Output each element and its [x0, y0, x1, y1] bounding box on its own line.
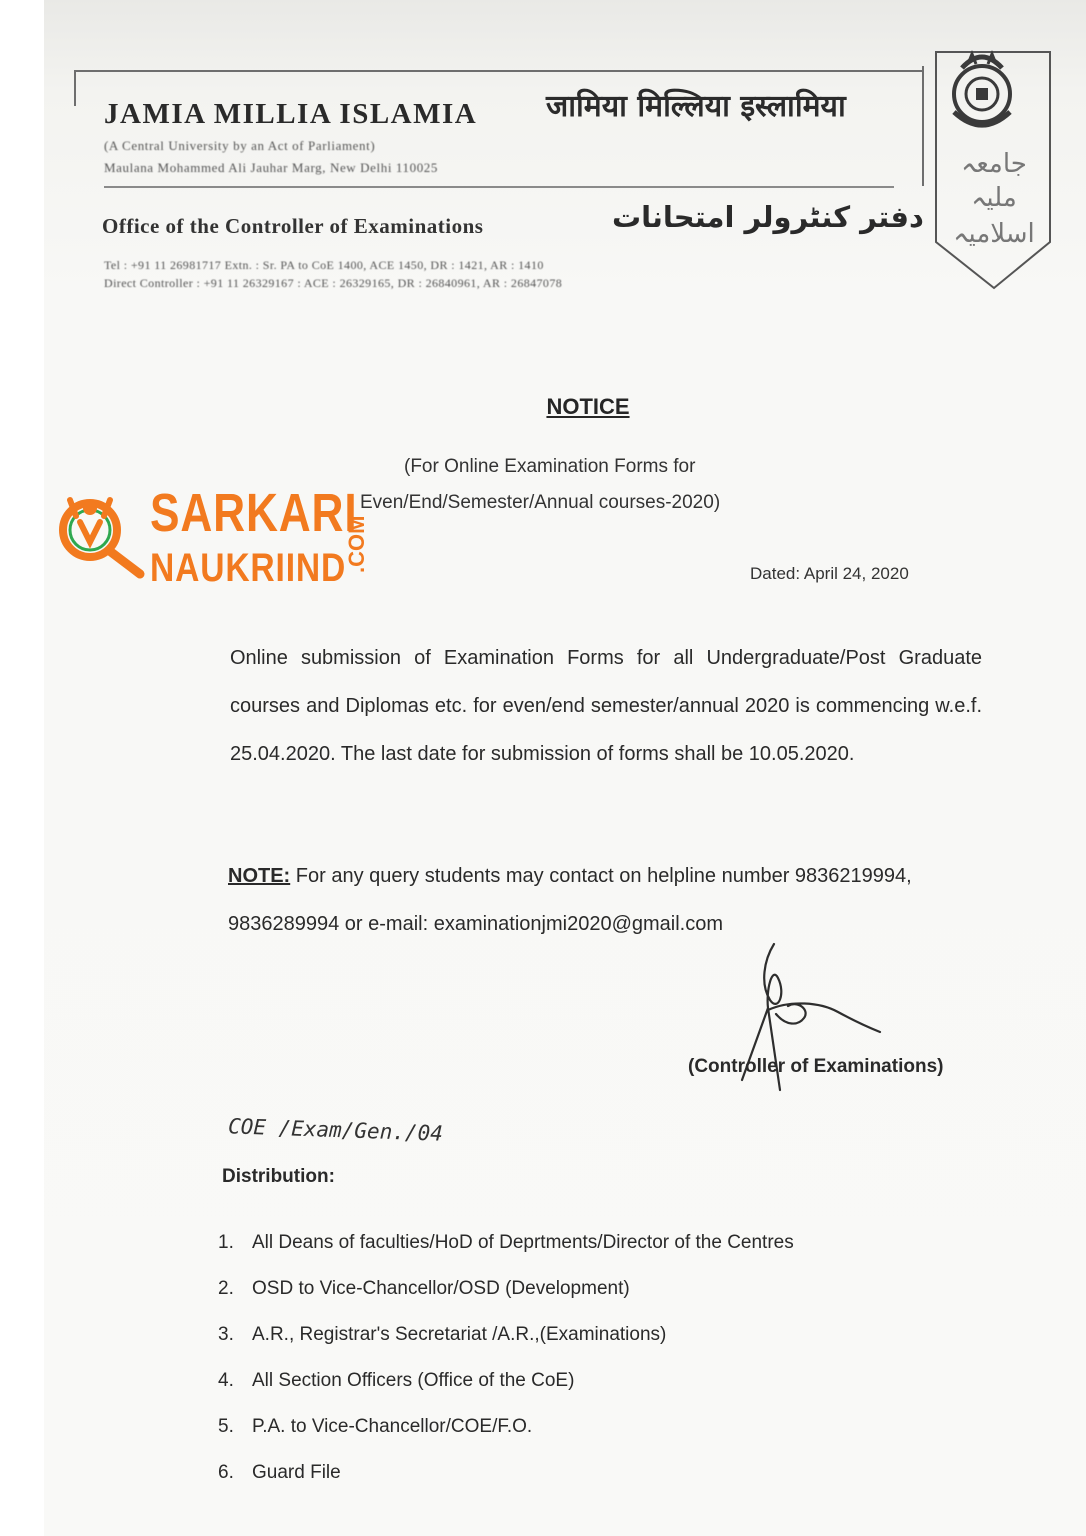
- university-emblem: [932, 42, 1058, 292]
- distribution-item: [218, 1364, 794, 1410]
- watermark-line-2: NAUKRIIND: [150, 546, 347, 590]
- item-text: P.A. to Vice-Chancellor/COE/F.O.: [252, 1416, 533, 1437]
- note-text: For any query students may contact on helpline number 9836219994, 9836289994 or e-mail: examinationjmi2020@gmail.com: [228, 865, 912, 935]
- university-name-hindi: जामिया मिल्लिया इस्लामिया: [546, 89, 846, 124]
- emblem-icon: [932, 42, 1058, 292]
- note-label: NOTE:: [228, 865, 291, 887]
- item-text: All Section Officers (Office of the CoE): [252, 1370, 575, 1391]
- signatory-title: (Controller of Examinations): [688, 1056, 944, 1077]
- university-status-line: (A Central University by an Act of Parliament): [104, 138, 376, 153]
- distribution-item: [218, 1226, 794, 1272]
- university-name-english: JAMIA MILLIA ISLAMIA: [104, 98, 478, 130]
- letterhead-border-right: [922, 66, 924, 186]
- telephone-line-2: Direct Controller : +91 11 26329167 : ACE : 26329165, DR : 26840961, AR : 26847078: [104, 276, 563, 290]
- reference-number: COE /Exam/Gen./04: [227, 1114, 444, 1146]
- distribution-item: [218, 1272, 794, 1318]
- notice-subject-line-1: (For Online Examination Forms for: [404, 456, 696, 477]
- watermark-domain-suffix: .COM: [344, 515, 369, 573]
- notice-title: NOTICE: [546, 394, 630, 419]
- emblem-text-3: اسلامیہ: [953, 219, 1035, 249]
- item-number: 5.: [218, 1416, 234, 1437]
- item-text: A.R., Registrar's Secretariat /A.R.,(Examinations): [252, 1324, 667, 1345]
- office-name-english: Office of the Controller of Examinations: [102, 214, 484, 238]
- emblem-text-2: ملیہ: [971, 183, 1017, 213]
- distribution-heading: Distribution:: [222, 1166, 335, 1187]
- notice-date: Dated: April 24, 2020: [750, 564, 909, 583]
- item-number: 6.: [218, 1462, 234, 1483]
- item-number: 4.: [218, 1370, 234, 1391]
- distribution-item: [218, 1410, 794, 1456]
- item-number: 3.: [218, 1324, 234, 1345]
- distribution-item: [218, 1456, 794, 1502]
- notice-subject-line-2: Even/End/Semester/Annual courses-2020): [360, 492, 721, 513]
- watermark-line-1: SARKARI: [150, 483, 358, 543]
- item-number: 1.: [218, 1232, 234, 1253]
- item-text: All Deans of faculties/HoD of Deprtments/Director of the Centres: [252, 1232, 794, 1253]
- university-address-line: Maulana Mohammed Ali Jauhar Marg, New Delhi 110025: [104, 160, 438, 175]
- letterhead-border-left: [74, 70, 76, 106]
- item-text: Guard File: [252, 1462, 341, 1483]
- item-number: 2.: [218, 1278, 234, 1299]
- letterhead-border-top: [74, 70, 924, 72]
- item-text: OSD to Vice-Chancellor/OSD (Development): [252, 1278, 630, 1299]
- distribution-item: [218, 1318, 794, 1364]
- notice-body: Online submission of Examination Forms for all Undergraduate/Post Graduate courses and Diplomas etc. for even/end semester/annual 2020 is commencing w.e.f. 25.04.2020. The last date for submission of forms shall be 10.05.2020.: [230, 647, 982, 765]
- telephone-line-1: Tel : +91 11 26981717 Extn. : Sr. PA to CoE 1400, ACE 1450, DR : 1421, AR : 1410: [104, 258, 544, 272]
- distribution-list: [218, 1226, 794, 1502]
- emblem-text-1: جامعہ: [961, 149, 1027, 179]
- office-name-urdu: دفتر کنٹرولر امتحانات: [612, 200, 924, 234]
- watermark-magnifier-icon: [56, 486, 148, 582]
- letterhead-divider: [104, 186, 894, 188]
- left-margin: [0, 0, 44, 1536]
